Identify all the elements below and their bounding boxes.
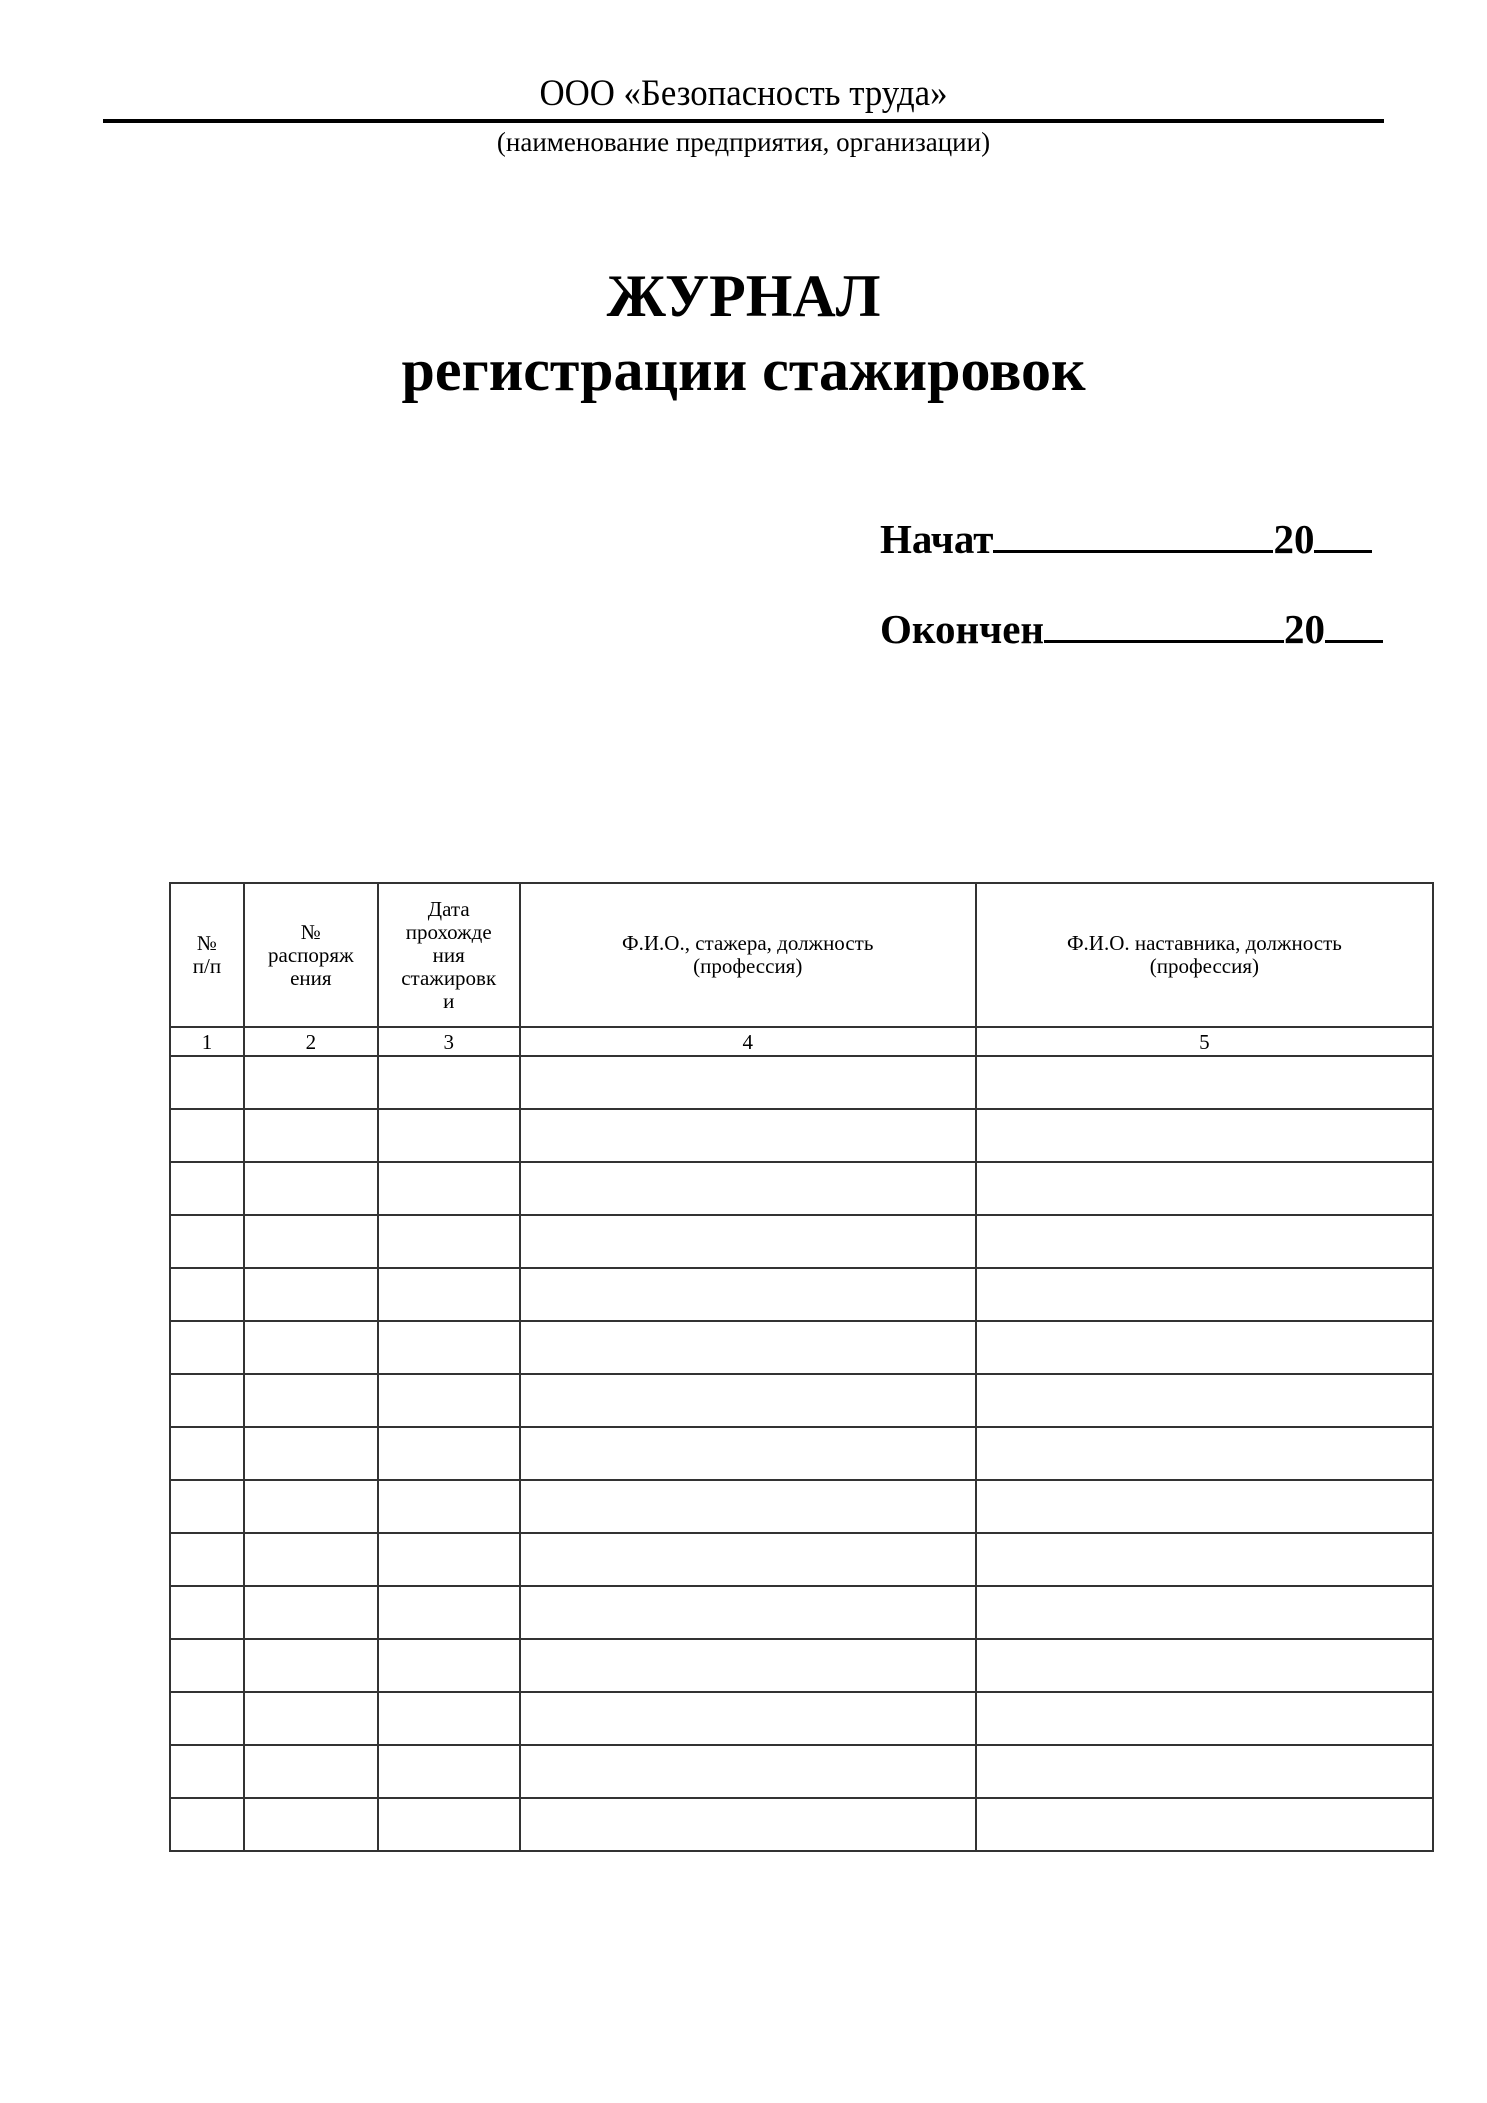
- table-cell[interactable]: [976, 1056, 1433, 1109]
- table-cell[interactable]: [520, 1268, 976, 1321]
- header-line: п/п: [192, 954, 222, 978]
- table-cell[interactable]: [378, 1586, 520, 1639]
- column-header-internship-date: [378, 883, 520, 1027]
- table-cell[interactable]: [976, 1374, 1433, 1427]
- column-header-mentor: [976, 883, 1433, 1027]
- column-number: 2: [244, 1027, 378, 1056]
- header-line: стажировк: [401, 965, 497, 990]
- table-cell[interactable]: [976, 1798, 1433, 1851]
- table-cell[interactable]: [170, 1639, 244, 1692]
- table-cell[interactable]: [244, 1268, 378, 1321]
- table-row: [170, 1533, 1433, 1586]
- header-line: ения: [290, 965, 332, 990]
- header-line: Дата: [427, 896, 470, 921]
- internship-register-table: [169, 882, 1434, 1852]
- table-cell[interactable]: [976, 1427, 1433, 1480]
- finished-date-field[interactable]: [1044, 640, 1284, 643]
- table-cell[interactable]: [520, 1162, 976, 1215]
- header-line: Ф.И.О., стажера, должность: [622, 931, 874, 955]
- column-number: 4: [520, 1027, 976, 1056]
- table-cell[interactable]: [244, 1374, 378, 1427]
- started-date-field[interactable]: [993, 550, 1273, 553]
- header-line: и: [443, 988, 455, 1013]
- journal-subtitle: регистрации стажировок: [401, 337, 1086, 403]
- table-cell[interactable]: [976, 1745, 1433, 1798]
- table-row: [170, 1268, 1433, 1321]
- table-cell[interactable]: [244, 1692, 378, 1745]
- column-header-number: [170, 883, 244, 1027]
- table-cell[interactable]: [170, 1586, 244, 1639]
- journal-title: ЖУРНАЛ: [606, 263, 881, 329]
- table-cell[interactable]: [244, 1533, 378, 1586]
- table-row: [170, 1321, 1433, 1374]
- header-line: №: [300, 919, 321, 944]
- table-row: [170, 1109, 1433, 1162]
- table-cell[interactable]: [244, 1427, 378, 1480]
- table-cell[interactable]: [520, 1745, 976, 1798]
- table-cell[interactable]: [378, 1692, 520, 1745]
- table-cell[interactable]: [520, 1215, 976, 1268]
- table-cell[interactable]: [520, 1533, 976, 1586]
- table-body: [170, 1056, 1433, 1851]
- started-label: Начат: [880, 516, 994, 562]
- table-cell[interactable]: [170, 1745, 244, 1798]
- table-cell[interactable]: [170, 1374, 244, 1427]
- table-cell[interactable]: [520, 1374, 976, 1427]
- started-date-line: [880, 515, 1390, 563]
- table-cell[interactable]: [378, 1162, 520, 1215]
- table-cell[interactable]: [976, 1109, 1433, 1162]
- table-cell[interactable]: [170, 1798, 244, 1851]
- organization-caption: (наименование предприятия, организации): [496, 127, 991, 157]
- table-cell[interactable]: [378, 1268, 520, 1321]
- table-row: [170, 1056, 1433, 1109]
- table-cell[interactable]: [170, 1109, 244, 1162]
- table-cell[interactable]: [378, 1109, 520, 1162]
- table-cell[interactable]: [378, 1639, 520, 1692]
- table-row: [170, 1215, 1433, 1268]
- table-cell[interactable]: [520, 1321, 976, 1374]
- table-cell[interactable]: [244, 1745, 378, 1798]
- table-cell[interactable]: [520, 1798, 976, 1851]
- table-row: [170, 1639, 1433, 1692]
- table-cell[interactable]: [244, 1109, 378, 1162]
- table-cell[interactable]: [520, 1480, 976, 1533]
- table-cell[interactable]: [244, 1056, 378, 1109]
- started-year-field[interactable]: [1314, 550, 1372, 553]
- table-cell[interactable]: [378, 1745, 520, 1798]
- finished-year-prefix: 20: [1284, 606, 1326, 652]
- table-cell[interactable]: [244, 1798, 378, 1851]
- table-cell[interactable]: [520, 1586, 976, 1639]
- table-cell[interactable]: [520, 1639, 976, 1692]
- column-numbers-row: [170, 1027, 1433, 1056]
- column-header-trainee: [520, 883, 976, 1027]
- table-cell[interactable]: [170, 1427, 244, 1480]
- finished-date-line: [880, 605, 1390, 653]
- table-cell[interactable]: [520, 1109, 976, 1162]
- started-year-prefix: 20: [1273, 516, 1315, 562]
- table-cell[interactable]: [244, 1162, 378, 1215]
- table-row: [170, 1427, 1433, 1480]
- finished-label: Окончен: [880, 606, 1045, 652]
- table-row: [170, 1162, 1433, 1215]
- table-cell[interactable]: [976, 1480, 1433, 1533]
- table-cell[interactable]: [378, 1321, 520, 1374]
- table-cell[interactable]: [976, 1321, 1433, 1374]
- finished-year-field[interactable]: [1325, 640, 1383, 643]
- table-row: [170, 1692, 1433, 1745]
- table-cell[interactable]: [378, 1374, 520, 1427]
- table-row: [170, 1586, 1433, 1639]
- table-cell[interactable]: [976, 1162, 1433, 1215]
- table-cell[interactable]: [520, 1056, 976, 1109]
- table-cell[interactable]: [170, 1480, 244, 1533]
- table-header-row: [170, 883, 1433, 1027]
- table-cell[interactable]: [976, 1586, 1433, 1639]
- table-cell[interactable]: [244, 1586, 378, 1639]
- table-cell[interactable]: [170, 1533, 244, 1586]
- organization-name: ООО «Безопасность труда»: [539, 73, 948, 114]
- table-cell[interactable]: [170, 1056, 244, 1109]
- table-cell[interactable]: [170, 1692, 244, 1745]
- table-cell[interactable]: [244, 1480, 378, 1533]
- header-line: Ф.И.О. наставника, должность: [1066, 931, 1342, 955]
- table-cell[interactable]: [244, 1215, 378, 1268]
- table-cell[interactable]: [244, 1639, 378, 1692]
- table-cell[interactable]: [378, 1533, 520, 1586]
- table-cell[interactable]: [170, 1321, 244, 1374]
- table-cell[interactable]: [976, 1268, 1433, 1321]
- table-cell[interactable]: [976, 1639, 1433, 1692]
- table-cell[interactable]: [378, 1798, 520, 1851]
- header-line: распоряж: [268, 942, 354, 967]
- header-line: (профессия): [693, 954, 803, 978]
- column-number: 1: [170, 1027, 244, 1056]
- table-cell[interactable]: [976, 1692, 1433, 1745]
- table-cell[interactable]: [976, 1533, 1433, 1586]
- column-header-order-number: [244, 883, 378, 1027]
- header-line: №: [196, 931, 217, 955]
- header-line: ния: [432, 942, 465, 967]
- table-row: [170, 1745, 1433, 1798]
- column-number: 3: [378, 1027, 520, 1056]
- organization-underline: [103, 119, 1384, 123]
- table-cell[interactable]: [378, 1427, 520, 1480]
- table-row: [170, 1798, 1433, 1851]
- table-cell[interactable]: [170, 1162, 244, 1215]
- table-cell[interactable]: [378, 1480, 520, 1533]
- table-cell[interactable]: [170, 1268, 244, 1321]
- table-cell[interactable]: [976, 1215, 1433, 1268]
- header-line: (профессия): [1149, 954, 1260, 978]
- table-cell[interactable]: [244, 1321, 378, 1374]
- header-line: прохожде: [405, 919, 492, 944]
- column-number: 5: [976, 1027, 1433, 1056]
- table-row: [170, 1480, 1433, 1533]
- table-cell[interactable]: [378, 1215, 520, 1268]
- table-cell[interactable]: [520, 1427, 976, 1480]
- table-row: [170, 1374, 1433, 1427]
- table-cell[interactable]: [378, 1056, 520, 1109]
- table-cell[interactable]: [170, 1215, 244, 1268]
- table-cell[interactable]: [520, 1692, 976, 1745]
